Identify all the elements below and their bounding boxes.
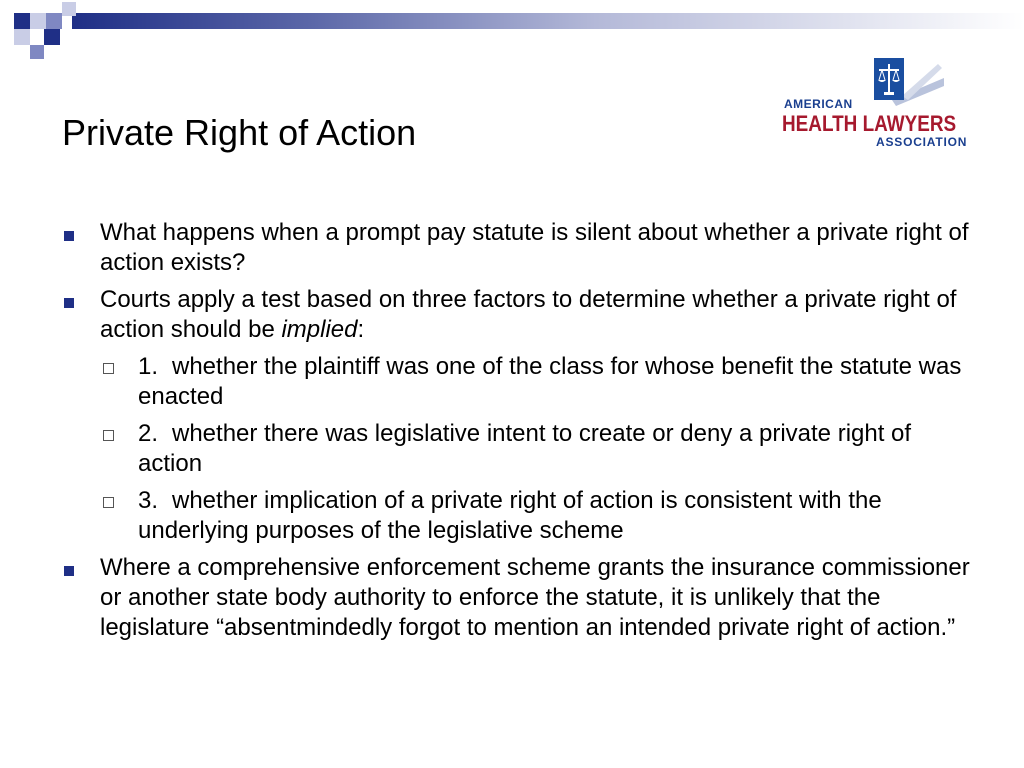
bullet-text: What happens when a prompt pay statute is silent about whether a private right of action exists? [100,219,969,276]
factor-number: 2. [138,420,159,447]
factor-text: whether implication of a private right of action is consistent with the underlying purposes of the legislative scheme [138,487,882,544]
factor-number: 1. [138,353,159,380]
header-gradient-bar [72,13,1024,29]
square-bullet-icon [64,298,74,308]
factor-item [100,486,972,546]
bullet-item [62,553,972,643]
emphasis-text: implied [281,316,358,343]
hollow-square-bullet-icon [103,497,114,508]
factor-item [100,419,972,479]
slide-title: Private Right of Action [62,112,417,153]
square-bullet-icon [64,231,74,241]
factor-item [100,352,972,412]
decor-square [14,13,30,29]
decor-square [44,29,60,45]
logo-text-association: ASSOCIATION [876,135,968,149]
organization-logo [780,54,980,150]
decor-square [62,2,76,16]
logo-text-american: AMERICAN [784,97,853,111]
bullet-text-suffix: : [357,316,365,343]
decor-square [14,29,30,45]
decor-square [30,13,46,29]
factor-text: whether the plaintiff was one of the class for whose benefit the statute was enacted [138,353,962,410]
factor-number: 3. [138,487,159,514]
slide-body [62,218,972,650]
bullet-text: Where a comprehensive enforcement scheme grants the insurance commissioner or another state body authority to enforce the statute, it is unlikely that the legislature “absentmindedly forgot to mention an intended private right of action.” [100,554,970,641]
hollow-square-bullet-icon [103,363,114,374]
bullet-text: Courts apply a test based on three factors to determine whether a private right of action should be [100,286,957,343]
decor-square [30,45,44,59]
bullet-item [62,218,972,278]
decor-square [46,13,62,29]
logo-text-health-lawyers: HEALTH LAWYERS [782,111,957,136]
scales-of-justice-icon [874,56,946,108]
square-bullet-icon [64,566,74,576]
hollow-square-bullet-icon [103,430,114,441]
bullet-item [62,285,972,345]
factor-text: whether there was legislative intent to create or deny a private right of action [138,420,912,477]
